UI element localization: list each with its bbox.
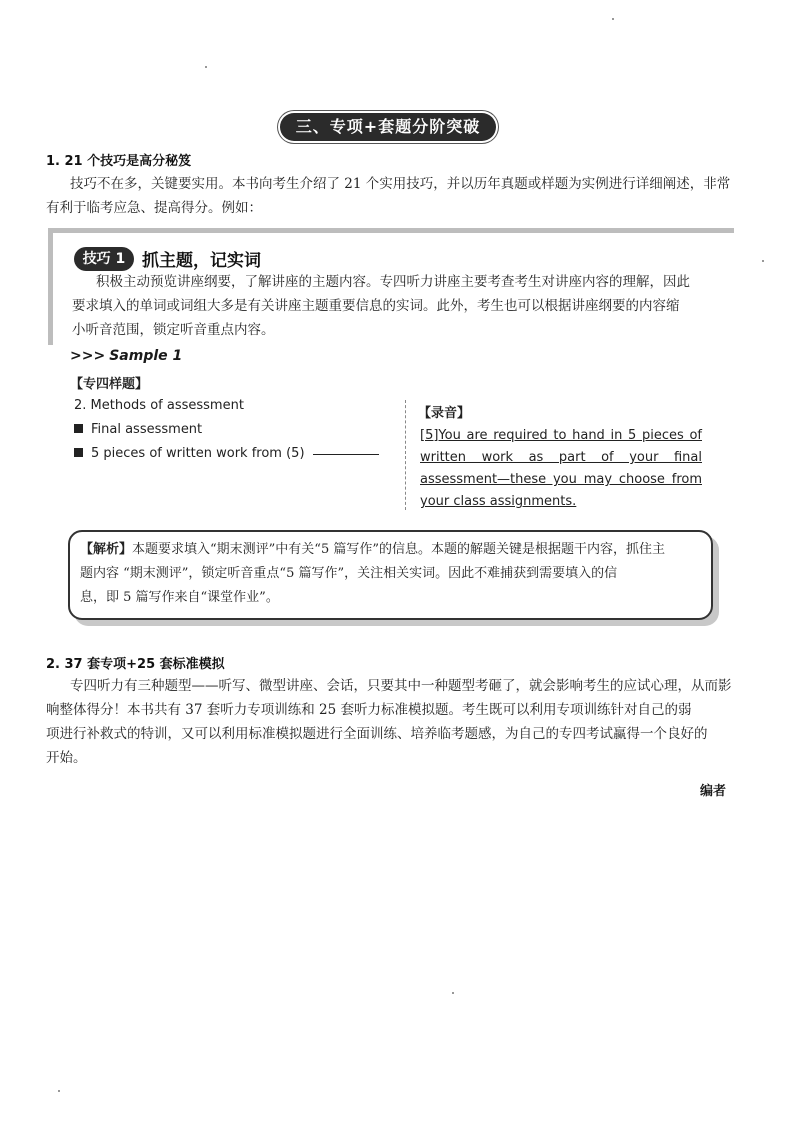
- bullet1-text: Final assessment: [91, 422, 203, 437]
- analysis-label: 【解析】: [80, 542, 133, 557]
- part2-line2: 响整体得分！本书共有 37 套听力专项训练和 25 套听力标准模拟题。考生既可以利用专项训练针对自己的弱: [46, 702, 692, 718]
- square-bullet-icon: [74, 448, 83, 457]
- tip-body-line1: 积极主动预览讲座纲要，了解讲座的主题内容。专四听力讲座主要考查考生对讲座内容的理解，因此: [96, 274, 690, 290]
- scan-speck: [452, 992, 454, 994]
- tip-badge: 技巧 1: [74, 247, 134, 271]
- section-banner: 三、专项+套题分阶突破: [280, 113, 496, 141]
- scan-speck: [58, 1090, 60, 1092]
- sample-label: [70, 348, 182, 364]
- bullet-written-work: [74, 446, 379, 461]
- sample-tag: 【专四样题】: [70, 377, 149, 392]
- analysis-line1-text: 本题要求填入“期末测评”中有关“5 篇写作”的信息。本题的解题关键是根据题干内容，抓住主: [132, 542, 666, 557]
- tip-body-line2: 要求填入的单词或词组大多是有关讲座主题重要信息的实词。此外，考生也可以根据讲座纲要的内容缩: [72, 298, 680, 314]
- sample-arrows: >>>: [70, 348, 106, 364]
- analysis-line3: 息，即 5 篇写作来自“课堂作业”。: [80, 590, 279, 605]
- column-divider: [405, 400, 406, 510]
- part2-heading: 2. 37 套专项+25 套标准模拟: [46, 657, 225, 672]
- bullet2-text: 5 pieces of written work from (5): [91, 446, 305, 461]
- part1-intro-line1: 技巧不在多，关键要实用。本书向考生介绍了 21 个实用技巧，并以历年真题或样题为实例进行详细阐述，非常: [70, 176, 731, 192]
- analysis-line1: [80, 538, 706, 562]
- signature: 编者: [700, 784, 727, 799]
- analysis-line2: 题内容 “期末测评”，锁定听音重点“5 篇写作”，关注相关实词。因此不难捕获到需要填入的信: [80, 566, 618, 581]
- item-heading: 2. Methods of assessment: [74, 398, 244, 413]
- recording-tag: 【录音】: [418, 406, 471, 421]
- scan-speck: [612, 18, 614, 20]
- scan-speck: [762, 260, 764, 262]
- sample-label-text: Sample 1: [109, 348, 183, 364]
- part1-heading: 1. 21 个技巧是高分秘笈: [46, 154, 192, 169]
- bullet-final-assessment: [74, 422, 202, 437]
- part2-line3: 项进行补救式的特训，又可以利用标准模拟题进行全面训练、培养临考题感，为自己的专四考试赢得一个良好的: [46, 726, 708, 742]
- square-bullet-icon: [74, 424, 83, 433]
- answer-blank: [313, 454, 379, 455]
- tip-title: 抓主题，记实词: [142, 251, 261, 271]
- part1-intro-line2: 有利于临考应急、提高得分。例如：: [46, 200, 262, 216]
- part2-line1: 专四听力有三种题型——听写、微型讲座、会话，只要其中一种题型考砸了，就会影响考生的应试心理，从而影: [70, 678, 732, 694]
- analysis-text: [80, 538, 706, 610]
- tip-body-line3: 小听音范围，锁定听音重点内容。: [72, 322, 275, 338]
- part2-line4: 开始。: [46, 750, 87, 766]
- scan-speck: [205, 66, 207, 68]
- recording-text: [5]You are required to hand in 5 pieces of written work as part of your final assessment—these you may choose from your class assignments.: [420, 428, 702, 509]
